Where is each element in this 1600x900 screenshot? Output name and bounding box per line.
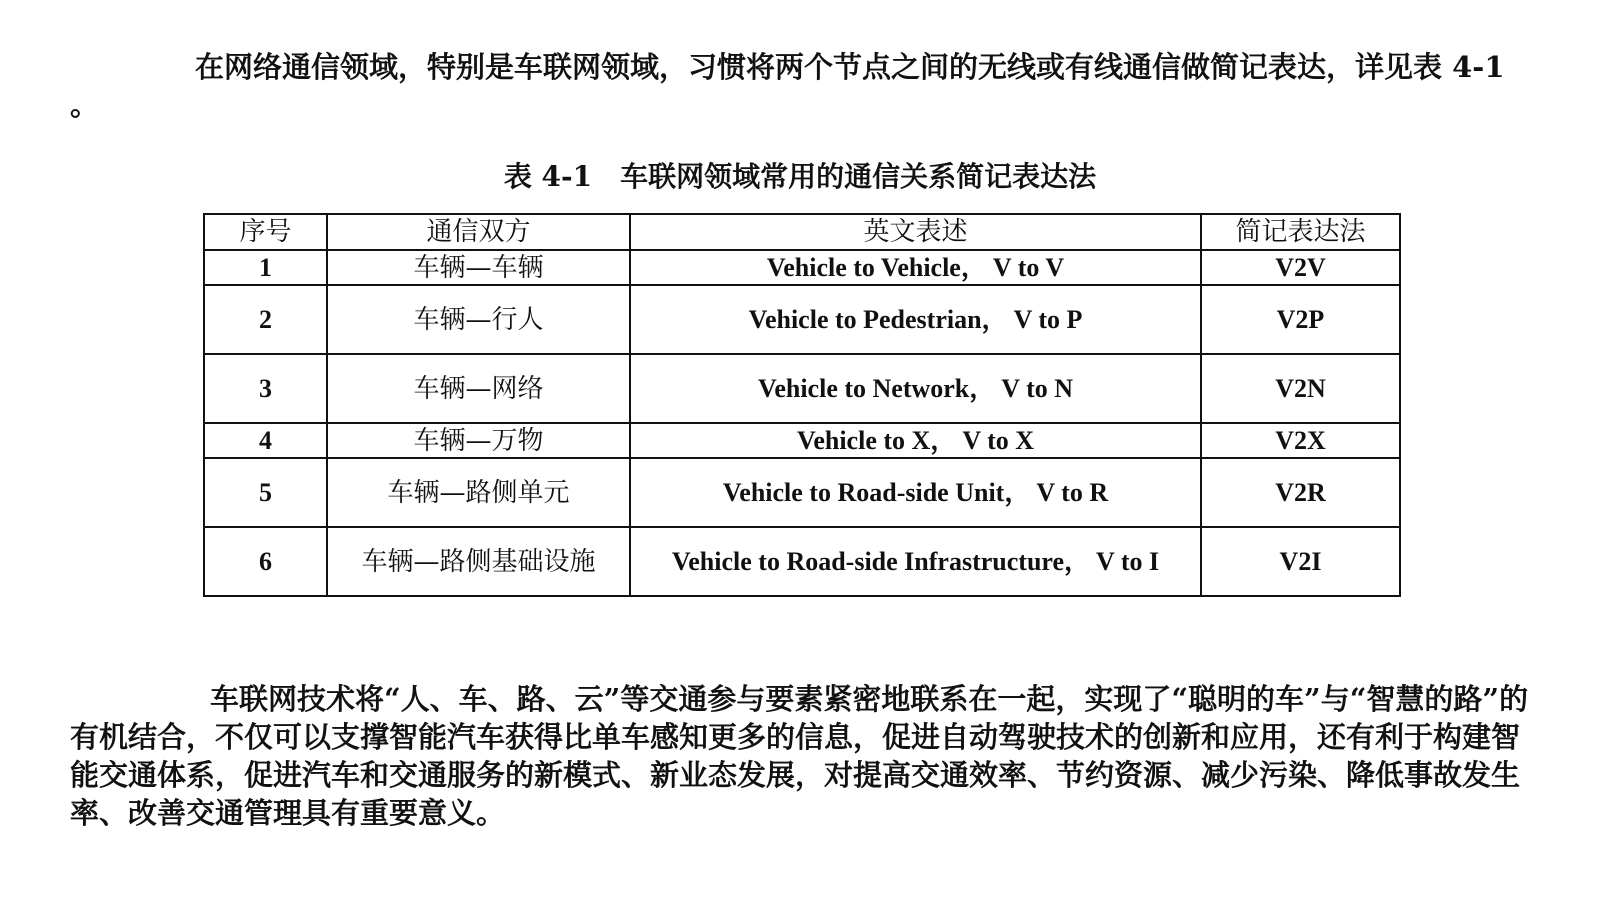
cell-abbreviation: V2N (1201, 354, 1400, 423)
cell-parties: 车辆—万物 (327, 423, 630, 458)
cell-abbreviation: V2R (1201, 458, 1400, 527)
cell-index: 5 (204, 458, 327, 527)
cell-english: Vehicle to X， V to X (630, 423, 1201, 458)
header-english: 英文表述 (630, 214, 1201, 250)
intro-paragraph: 在网络通信领域，特别是车联网领域，习惯将两个节点之间的无线或有线通信做简记表达，详见表 4-1 。 (70, 50, 1505, 122)
cell-english: Vehicle to Road-side Infrastructure， V to I (630, 527, 1201, 596)
table-row (204, 285, 1400, 354)
cell-parties: 车辆—车辆 (327, 250, 630, 285)
cell-abbreviation: V2X (1201, 423, 1400, 458)
cell-parties: 车辆—网络 (327, 354, 630, 423)
table-header-row (204, 214, 1400, 250)
table-caption-number: 表 4-1 (503, 160, 593, 193)
cell-abbreviation: V2P (1201, 285, 1400, 354)
cell-index: 4 (204, 423, 327, 458)
cell-parties: 车辆—行人 (327, 285, 630, 354)
cell-english: Vehicle to Pedestrian， V to P (630, 285, 1201, 354)
cell-index: 1 (204, 250, 327, 285)
table-row (204, 354, 1400, 423)
cell-parties: 车辆—路侧基础设施 (327, 527, 630, 596)
conclusion-paragraph: 车联网技术将“人、车、路、云”等交通参与要素紧密地联系在一起，实现了“聪明的车”与“智慧的路”的有机结合，不仅可以支撑智能汽车获得比单车感知更多的信息，促进自动驾驶技术的创新和应用，还有利于构建智能交通体系，促进汽车和交通服务的新模式、新业态发展，对提高交通效率、节约资源、减少污染、降低事故发生率、改善交通管理具有重要意义。 (70, 682, 1529, 830)
cell-abbreviation: V2I (1201, 527, 1400, 596)
cell-abbreviation: V2V (1201, 250, 1400, 285)
table-row (204, 423, 1400, 458)
communication-abbreviation-table (203, 213, 1401, 597)
table-row (204, 250, 1400, 285)
cell-parties: 车辆—路侧单元 (327, 458, 630, 527)
cell-index: 3 (204, 354, 327, 423)
table-row (204, 527, 1400, 596)
header-parties: 通信双方 (327, 214, 630, 250)
cell-index: 6 (204, 527, 327, 596)
table-row (204, 458, 1400, 527)
cell-index: 2 (204, 285, 327, 354)
header-abbreviation: 简记表达法 (1201, 214, 1400, 250)
cell-english: Vehicle to Road-side Unit， V to R (630, 458, 1201, 527)
table-caption (0, 158, 1600, 196)
cell-english: Vehicle to Vehicle， V to V (630, 250, 1201, 285)
header-index: 序号 (204, 214, 327, 250)
cell-english: Vehicle to Network， V to N (630, 354, 1201, 423)
table-caption-title: 车联网领域常用的通信关系简记表达法 (620, 160, 1097, 193)
